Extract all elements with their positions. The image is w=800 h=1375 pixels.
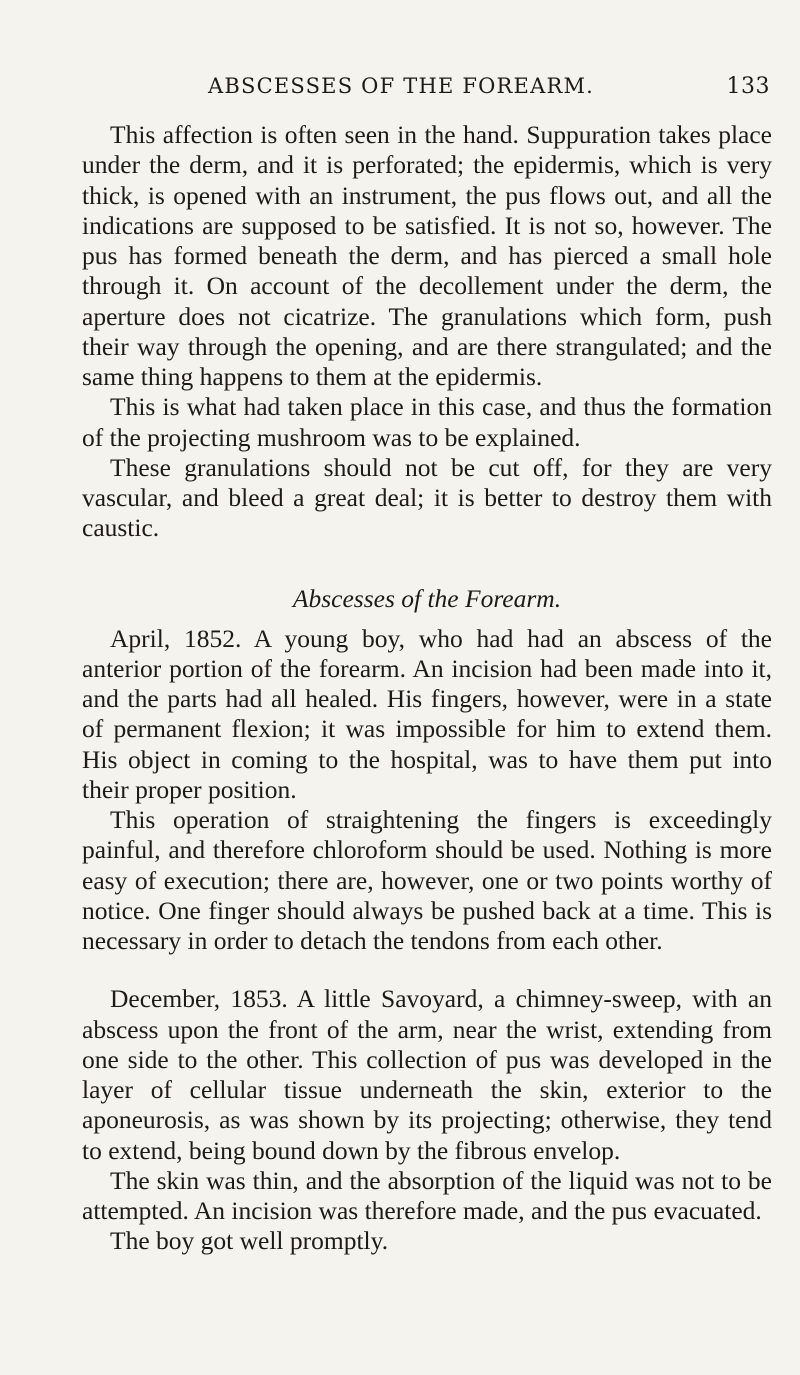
paragraph: This affection is often seen in the hand. Suppuration takes place under the derm, and it is perforated; the epidermis, which is very thick, is opened with an instrument, the pus flows out, and all the indications are supposed to be satisfied. It is not so, however. The pus has formed beneath the derm, and has pierced a small hole through it. On account of the decollement under the derm, the aperture does not cicatrize. The granulations which form, push their way through the opening, and are there strangulated; and the same thing happens to them at the epidermis. (82, 120, 772, 391)
paragraph: April, 1852. A young boy, who had had an abscess of the anterior portion of the forearm. An incision had been made into it, and the parts had all healed. His fingers, however, were in a state of permanent flexion; it was impossible for him to extend them. His object in coming to the hospital, was to have them put into their proper position. (82, 623, 772, 804)
paragraph: The boy got well promptly. (110, 1226, 389, 1256)
paragraph: This is what had taken place in this case, and thus the formation of the projecting mushroom was to be explained. (82, 392, 772, 452)
body-text (82, 120, 772, 1257)
paragraph: These granulations should not be cut off, for they are very vascular, and bleed a great deal; it is better to destroy them with caustic. (82, 452, 772, 543)
paragraph: The skin was thin, and the absorption of the liquid was not to be attempted. An incision was therefore made, and the pus evacuated. (82, 1165, 772, 1225)
paragraph: December, 1853. A little Savoyard, a chimney-sweep, with an abscess upon the front of the arm, near the wrist, extending from one side to the other. This collection of pus was developed in the layer of cellular tissue underneath the skin, exterior to the aponeurosis, as was shown by its projecting; otherwise, they tend to extend, being bound down by the fibrous envelop. (82, 984, 772, 1165)
section-heading: Abscesses of the Forearm. (292, 583, 562, 613)
page-number: 133 (726, 74, 770, 99)
paragraph: This operation of straightening the fingers is exceedingly painful, and therefore chloroform should be used. Nothing is more easy of execution; there are, however, one or two points worthy of notice. One finger should always be pushed back at a time. This is necessary in order to detach the tendons from each other. (82, 805, 772, 955)
running-title: ABSCESSES OF THE FOREARM. (208, 74, 595, 98)
paragraph-gap (82, 956, 772, 984)
page-header (208, 74, 770, 104)
